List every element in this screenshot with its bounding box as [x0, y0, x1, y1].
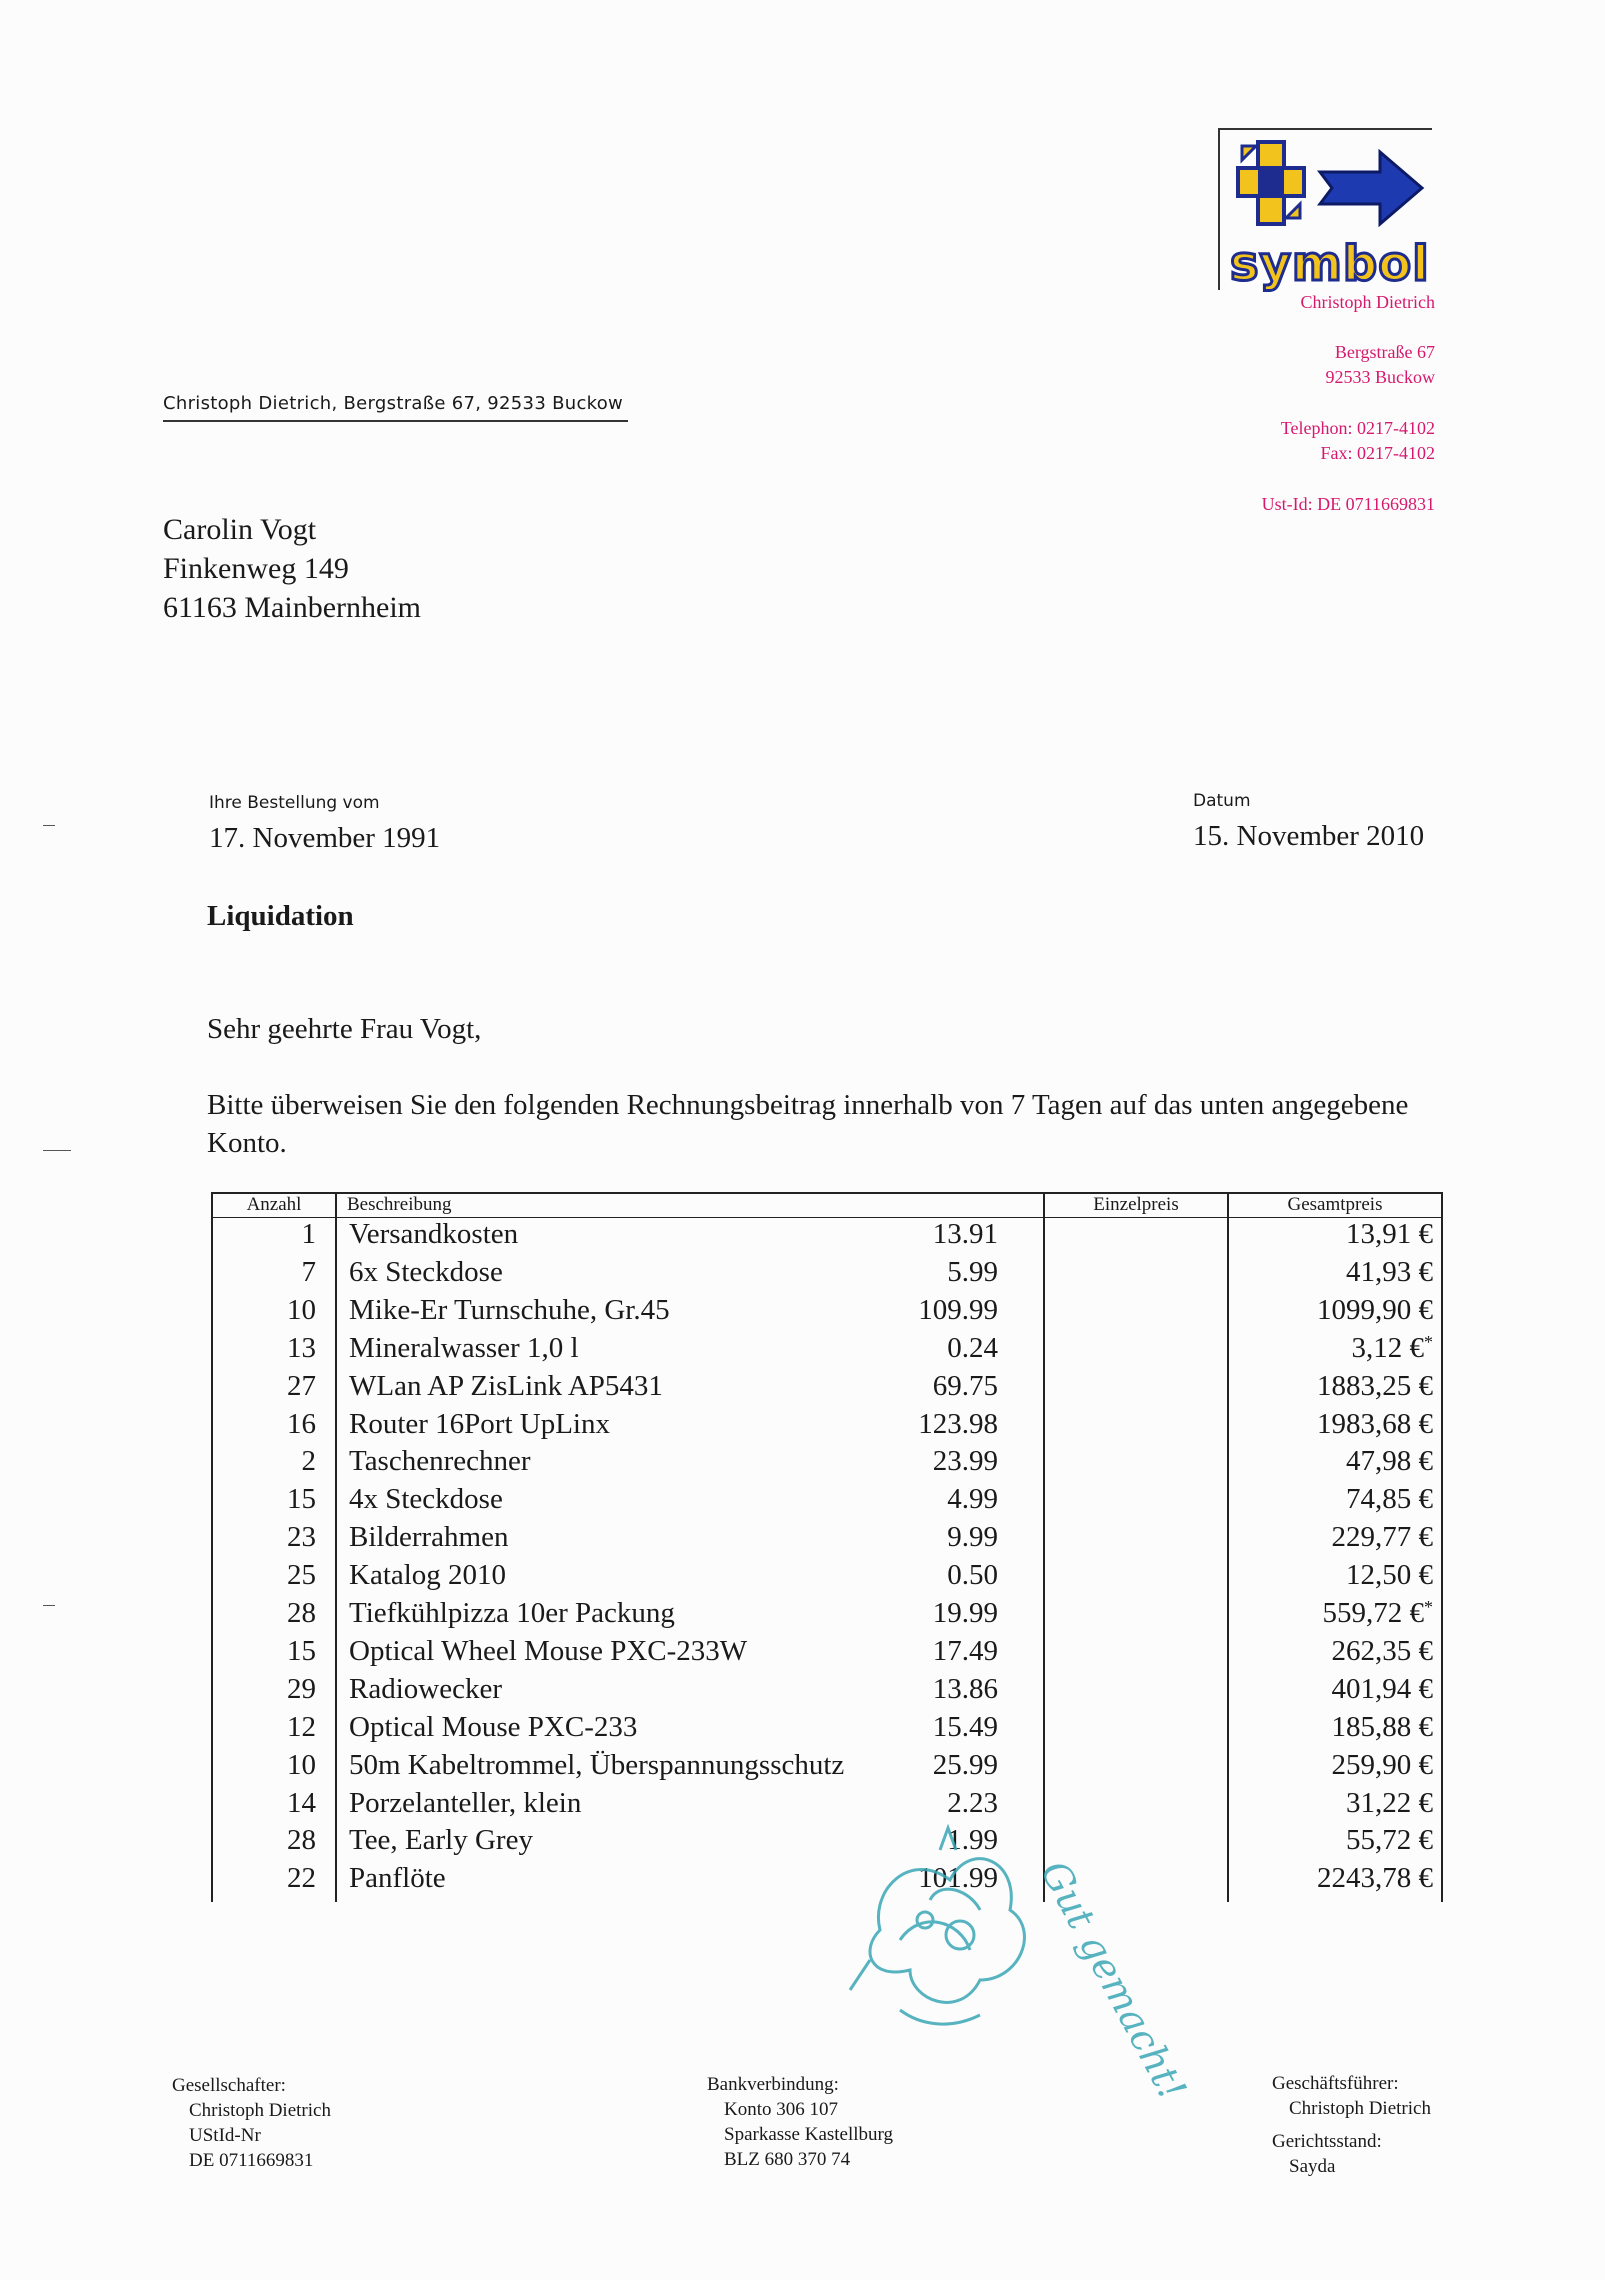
row-total — [1346, 1256, 1433, 1289]
row-description: Optical Mouse PXC-233 — [349, 1710, 638, 1743]
vat-label: UStId-Nr — [189, 2125, 261, 2146]
row-unit-price: 5.99 — [947, 1255, 998, 1288]
row-quantity: 2 — [301, 1445, 316, 1478]
header-desc: Beschreibung — [347, 1194, 452, 1215]
salutation: Sehr geehrte Frau Vogt, — [207, 1013, 482, 1045]
table-row — [211, 1559, 1443, 1597]
table-row — [211, 1483, 1443, 1521]
row-unit-price: 109.99 — [918, 1293, 998, 1326]
row-unit-price: 17.49 — [932, 1634, 998, 1667]
company-logo — [1218, 128, 1432, 290]
row-description: Optical Wheel Mouse PXC-233W — [349, 1634, 748, 1667]
table-row — [211, 1711, 1443, 1749]
row-total — [1317, 1862, 1433, 1895]
row-total — [1332, 1635, 1434, 1668]
row-total-value: 2243,78 € — [1317, 1862, 1433, 1895]
row-quantity: 1 — [301, 1218, 316, 1250]
row-description: 6x Steckdose — [349, 1255, 503, 1288]
row-total — [1346, 1218, 1433, 1251]
table-row — [211, 1218, 1443, 1256]
table-row — [211, 1749, 1443, 1787]
row-description: Taschenrechner — [349, 1445, 531, 1478]
row-total-value: 13,91 € — [1346, 1218, 1433, 1250]
row-total-value: 229,77 € — [1331, 1521, 1433, 1554]
letterhead-vat: Ust-Id: DE 0711669831 — [1261, 494, 1435, 514]
row-quantity: 12 — [287, 1710, 316, 1743]
row-total — [1332, 1749, 1434, 1782]
table-row — [211, 1370, 1443, 1408]
row-description: WLan AP ZisLink AP5431 — [349, 1369, 663, 1402]
table-row — [211, 1597, 1443, 1635]
vat-value: DE 0711669831 — [189, 2150, 314, 2171]
row-description: Porzelanteller, klein — [349, 1786, 582, 1819]
row-quantity: 13 — [287, 1331, 316, 1364]
row-total — [1323, 1597, 1434, 1630]
row-unit-price: 25.99 — [932, 1748, 998, 1781]
row-total-value: 259,90 € — [1331, 1748, 1433, 1781]
row-total — [1346, 1445, 1433, 1478]
row-total-value: 31,22 € — [1346, 1786, 1433, 1819]
row-total — [1332, 1711, 1434, 1744]
row-total-value: 559,72 € — [1322, 1597, 1424, 1629]
court-value: Sayda — [1289, 2156, 1336, 2177]
bank-label: Bankverbindung: — [707, 2074, 839, 2095]
row-total — [1346, 1824, 1433, 1857]
sender-address-line: Christoph Dietrich, Bergstraße 67, 92533 Buckow — [163, 393, 628, 422]
row-quantity: 28 — [287, 1824, 316, 1857]
row-unit-price: 0.50 — [947, 1559, 998, 1592]
row-total-value: 55,72 € — [1346, 1824, 1433, 1857]
recipient-street: Finkenweg 149 — [163, 552, 349, 585]
row-unit-price: 9.99 — [947, 1521, 998, 1554]
row-description: Mineralwasser 1,0 l — [349, 1331, 579, 1364]
row-quantity: 14 — [287, 1786, 316, 1819]
row-description: Bilderrahmen — [349, 1521, 509, 1554]
row-description: Katalog 2010 — [349, 1559, 507, 1592]
date-label: Datum — [1193, 791, 1251, 811]
recipient-city: 61163 Mainbernheim — [163, 591, 422, 624]
recipient-address — [163, 510, 421, 627]
bank-name: Sparkasse Kastellburg — [724, 2124, 894, 2145]
order-date: 17. November 1991 — [209, 822, 441, 854]
row-unit-price: 13.86 — [932, 1672, 998, 1705]
row-total-value: 74,85 € — [1346, 1483, 1433, 1516]
row-quantity: 10 — [287, 1293, 316, 1326]
ceo-label: Geschäftsführer: — [1272, 2073, 1399, 2094]
row-total-value: 1983,68 € — [1317, 1407, 1433, 1440]
order-date-label: Ihre Bestellung vom — [209, 793, 380, 813]
row-total — [1352, 1332, 1434, 1365]
row-quantity: 7 — [301, 1255, 316, 1288]
row-total-value: 185,88 € — [1331, 1710, 1433, 1743]
row-quantity: 15 — [287, 1634, 316, 1667]
bank-account: Konto 306 107 — [724, 2099, 838, 2120]
row-total-value: 41,93 € — [1346, 1255, 1433, 1288]
table-row — [211, 1408, 1443, 1446]
row-description: Radiowecker — [349, 1672, 502, 1705]
row-total-value: 47,98 € — [1346, 1445, 1433, 1478]
row-total — [1317, 1294, 1433, 1327]
punch-mark — [43, 1150, 71, 1151]
body-text: Bitte überweisen Sie den folgenden Rechnungsbeitrag innerhalb von 7 Tagen auf das unten angegebene Konto. — [207, 1089, 1409, 1159]
row-description: Tee, Early Grey — [349, 1824, 533, 1857]
row-total — [1332, 1673, 1434, 1706]
table-row — [211, 1787, 1443, 1825]
row-quantity: 25 — [287, 1559, 316, 1592]
table-row — [211, 1445, 1443, 1483]
header-qty: Anzahl — [246, 1194, 302, 1215]
row-quantity: 23 — [287, 1521, 316, 1554]
row-description: Versandkosten — [349, 1218, 519, 1250]
row-description: Tiefkühlpizza 10er Packung — [349, 1597, 675, 1629]
row-description: Panflöte — [349, 1862, 446, 1895]
fold-mark-bottom — [43, 1605, 55, 1606]
table-row — [211, 1673, 1443, 1711]
row-total-value: 1883,25 € — [1317, 1369, 1433, 1402]
subject: Liquidation — [207, 900, 354, 932]
row-quantity: 10 — [287, 1748, 316, 1781]
row-unit-price: 13.91 — [932, 1218, 998, 1250]
row-total-value: 262,35 € — [1331, 1634, 1433, 1667]
letterhead-name: Christoph Dietrich — [1300, 292, 1435, 312]
header-total: Gesamtpreis — [1287, 1194, 1383, 1215]
table-row — [211, 1332, 1443, 1370]
row-footnote-star: * — [1424, 1331, 1433, 1352]
row-quantity: 28 — [287, 1597, 316, 1629]
row-unit-price: 15.49 — [932, 1710, 998, 1743]
approval-stamp — [840, 1810, 1195, 2110]
recipient-name: Carolin Vogt — [163, 513, 317, 546]
row-unit-price: 123.98 — [918, 1407, 998, 1440]
row-unit-price: 1.99 — [947, 1824, 998, 1857]
table-row — [211, 1635, 1443, 1673]
logo-wordmark: symbol — [1230, 236, 1430, 292]
table-row — [211, 1521, 1443, 1559]
row-total — [1346, 1559, 1433, 1592]
footer-management — [1272, 2071, 1431, 2179]
row-quantity: 27 — [287, 1369, 316, 1402]
stamp-text: Gut gemacht! — [1032, 1853, 1195, 2108]
footer-bank — [707, 2072, 893, 2172]
invoice-table — [211, 1192, 1443, 1902]
row-quantity: 15 — [287, 1483, 316, 1516]
fold-mark-top — [43, 825, 55, 826]
stamp-graphic — [840, 1810, 1195, 2110]
row-unit-price: 0.24 — [947, 1331, 998, 1364]
bank-blz: BLZ 680 370 74 — [724, 2149, 851, 2170]
partner-label: Gesellschafter: — [172, 2075, 286, 2096]
document-date: 15. November 2010 — [1193, 820, 1425, 852]
court-label: Gerichtsstand: — [1272, 2131, 1382, 2152]
row-unit-price: 101.99 — [918, 1862, 998, 1895]
row-total — [1332, 1521, 1434, 1554]
row-description: 50m Kabeltrommel, Überspannungsschutz — [349, 1748, 845, 1781]
table-row — [211, 1256, 1443, 1294]
header-unit: Einzelpreis — [1093, 1194, 1179, 1215]
footer-partner — [172, 2073, 331, 2173]
row-unit-price: 4.99 — [947, 1483, 998, 1516]
table-row — [211, 1294, 1443, 1332]
table-row — [211, 1862, 1443, 1900]
letterhead-street: Bergstraße 67 — [1334, 342, 1435, 362]
row-quantity: 22 — [287, 1862, 316, 1895]
row-unit-price: 69.75 — [932, 1369, 998, 1402]
row-total-value: 3,12 € — [1351, 1331, 1424, 1364]
row-description: Mike-Er Turnschuhe, Gr.45 — [349, 1293, 670, 1326]
row-description: 4x Steckdose — [349, 1483, 503, 1516]
table-row — [211, 1824, 1443, 1862]
row-total — [1317, 1370, 1433, 1403]
logo-graphic — [1220, 130, 1432, 290]
row-total-value: 1099,90 € — [1317, 1293, 1433, 1326]
row-quantity: 29 — [287, 1672, 316, 1705]
row-total — [1346, 1483, 1433, 1516]
letterhead-fax: Fax: 0217-4102 — [1320, 443, 1435, 463]
row-total — [1317, 1408, 1433, 1441]
partner-name: Christoph Dietrich — [189, 2100, 331, 2121]
letterhead-phone: Telephon: 0217-4102 — [1280, 418, 1435, 438]
row-footnote-star: * — [1424, 1597, 1433, 1617]
row-unit-price: 23.99 — [932, 1445, 998, 1478]
ceo-name: Christoph Dietrich — [1289, 2098, 1431, 2119]
row-unit-price: 2.23 — [947, 1786, 998, 1819]
row-total-value: 12,50 € — [1346, 1559, 1433, 1592]
row-description: Router 16Port UpLinx — [349, 1407, 610, 1440]
row-unit-price: 19.99 — [932, 1597, 998, 1629]
row-quantity: 16 — [287, 1407, 316, 1440]
letterhead-city: 92533 Buckow — [1325, 367, 1435, 387]
row-total-value: 401,94 € — [1331, 1672, 1433, 1705]
row-total — [1346, 1787, 1433, 1820]
